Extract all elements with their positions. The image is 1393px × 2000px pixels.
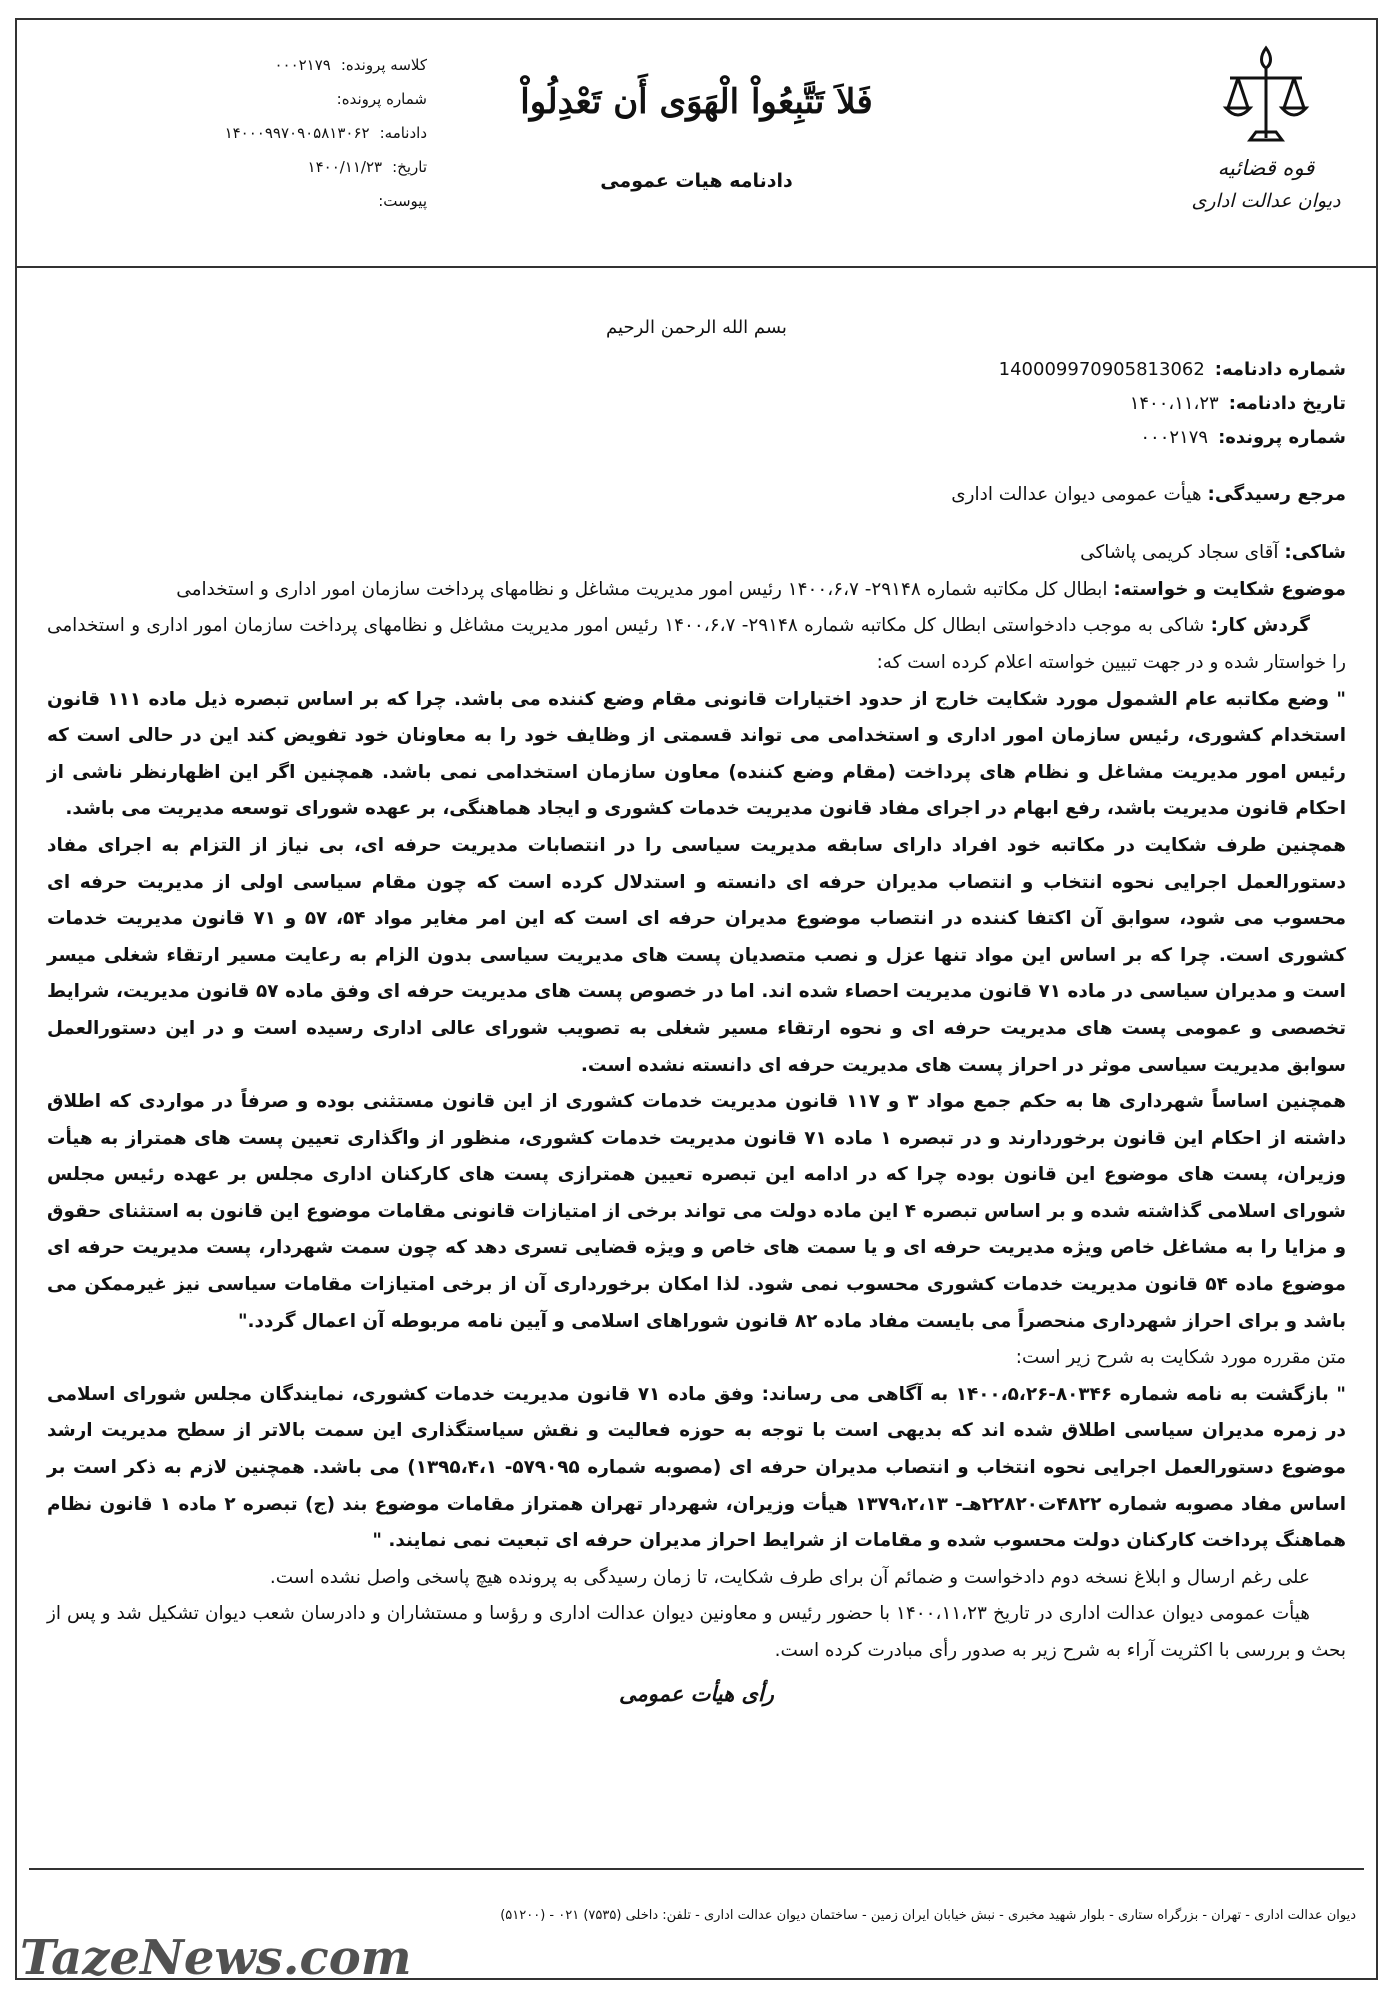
meta-label: پیوست:: [378, 192, 427, 210]
field-value: آقای سجاد کریمی پاشاکی: [1080, 542, 1279, 564]
fact-value: ۱۴۰۰،۱۱،۲۳: [1129, 392, 1219, 414]
footer-divider: [29, 1868, 1364, 1870]
closing-paragraph: علی رغم ارسال و ابلاغ نسخه دوم دادخواست و ضمائم آن برای طرف شکایت، تا زمان رسیدگی به پرونده هیچ پاسخی واصل نشده است.: [269, 1566, 1310, 1588]
footer-address: دیوان عدالت اداری - تهران - بزرگراه ستاری - بلوار شهید مخبری - نبش خیابان ایران زمین - ساختمان دیوان عدالت اداری - تلفن: داخلی (۷۵۳۵) ۰۲۱ - (۵۱۲۰۰): [500, 1908, 1356, 1923]
meta-label: تاریخ:: [392, 158, 427, 176]
org-name-judiciary: قوه قضائیه: [1217, 156, 1315, 180]
meta-label: شماره پرونده:: [336, 90, 427, 108]
quran-verse: فَلاَ تَتَّبِعُواْ الْهَوَى أَن تَعْدِلُواْ: [520, 82, 873, 122]
complaint-paragraph: همچنین طرف شکایت در مکاتبه خود افراد دارای سابقه مدیریت سیاسی را در انتصابات مدیریت حرفه ای، بی نیاز از التزام به اجرای مفاد دستورالعمل اجرایی نحوه انتخاب و انتصاب مدیران حرفه ای دانسته و استدلال کرده است که چون مقام سیاسی اولی از مدیریت حرفه ای محسوب می شود، سوابق آن اکتفا کننده در انتصاب موضوع مدیران حرفه ای است که این امر مغایر مواد ۵۴، ۵۷ و ۷۱ قانون مدیریت خدمات کشوری است. چرا که بر اساس این مواد تنها عزل و نصب متصدیان پست های مدیریت سیاسی بدون الزام به رعایت مسیر ارتقاء شغلی میسر است و مدیران سیاسی در ماده ۷۱ قانون مدیریت احصاء شده اند. اما در خصوص پست های مدیریت حرفه ای وفق ماده ۵۷ قانون مدیریت، شرایط تخصصی و عمومی پست های مدیریت حرفه ای و نحوه ارتقاء مسیر شغلی به تصویب شورای عالی اداری رسیده است و در این دستورالعمل سوابق مدیریت سیاسی موثر در احراز پست های مدیریت حرفه ای دانسته نشده است.: [47, 834, 1346, 1076]
field-label: موضوع شکایت و خواسته:: [1113, 578, 1346, 600]
fact-verdict-number: [47, 353, 1346, 387]
field-value: شاکی به موجب دادخواستی ابطال کل مکاتبه شماره ۲۹۱۴۸- ۱۴۰۰،۶،۷ رئیس امور مدیریت مشاغل و نظامهای پرداخت سازمان امور اداری و استخدامی را خواستار شده و در جهت تبیین خواسته اعلام کرده است که:: [47, 615, 1346, 673]
fact-value: ۰۰۰۲۱۷۹: [1140, 426, 1209, 448]
field-complainant: [47, 535, 1346, 572]
org-name-court: دیوان عدالت اداری: [1191, 190, 1341, 212]
verdict-title: رأی هیأت عمومی: [619, 1680, 774, 1706]
basmala: بسم الله الرحمن الرحیم: [606, 317, 787, 338]
fact-label: شماره دادنامه:: [1214, 358, 1346, 380]
fact-case-number: [47, 421, 1346, 455]
meta-row-case-number: [167, 82, 427, 116]
complaint-paragraph: همچنین اساساً شهرداری ها به حکم جمع مواد ۳ و ۱۱۷ قانون مدیریت خدمات کشوری از این قانون مستثنی بوده و صرفاً در مواردی که اطلاق داشته از احکام این قانون برخوردارند و در تبصره ۱ ماده ۷۱ قانون مدیریت خدمات کشوری، منظور از واگذاری تعیین پست های همتراز به هیأت وزیران، پست های موضوع این قانون بوده چرا که در ادامه این تبصره تعیین همترازی پست های کارکنان اداری مجلس بر عهده رئیس مجلس شورای اسلامی گذاشته شده و بر اساس تبصره ۴ این ماده دولت می تواند برخی از امتیازات قانونی مقامات موضوع این قانون به استثنای حقوق و مزایا را به مشاغل خاص ویژه مدیریت حرفه ای و یا سمت های خاص و ویژه قضایی تسری دهد که چون سمت شهردار، پست مدیریت حرفه ای موضوع ماده ۵۴ قانون مدیریت خدمات کشوری محسوب نمی شود. لذا امکان برخورداری آن از برخی امتیازات مقامات سیاسی نیز غیرممکن می باشد و برای احراز شهرداری منحصراً می بایست مفاد ماده ۸۲ قانون شوراهای اسلامی و آیین نامه مربوطه آن اعمال گردد.": [47, 1091, 1347, 1332]
closing-paragraph: هیأت عمومی دیوان عدالت اداری در تاریخ ۱۴۰۰،۱۱،۲۳ با حضور رئیس و معاونین دیوان عدالت اداری و رؤسا و مستشاران و دادرسان شعب دیوان تشکیل شد و پس از بحث و بررسی با اکثریت آراء به شرح زیر به صدور رأی مبادرت کرده است.: [47, 1603, 1346, 1661]
field-subject: [47, 572, 1346, 609]
meta-label: کلاسه پرونده:: [340, 56, 427, 74]
document-type: دادنامه هیات عمومی: [600, 170, 793, 192]
fact-verdict-date: [47, 387, 1346, 421]
field-authority: [47, 477, 1346, 514]
meta-row-date: [167, 150, 427, 184]
field-label: شاکی:: [1284, 542, 1346, 564]
fact-label: شماره پرونده:: [1218, 426, 1346, 448]
meta-label: دادنامه:: [379, 124, 427, 142]
meta-value: ۱۴۰۰۰۹۹۷۰۹۰۵۸۱۳۰۶۲: [224, 124, 370, 142]
meta-row-verdict-number: [167, 116, 427, 150]
field-label: مرجع رسیدگی:: [1207, 483, 1346, 505]
document-frame: [15, 18, 1378, 1980]
letterhead: [17, 20, 1376, 268]
meta-row-case-class: [167, 48, 427, 82]
field-value: ابطال کل مکاتبه شماره ۲۹۱۴۸- ۱۴۰۰،۶،۷ رئیس امور مدیریت مشاغل و نظامهای پرداخت سازمان امور اداری و استخدامی: [176, 578, 1108, 600]
fact-value: 140009970905813062: [998, 358, 1205, 380]
judiciary-emblem: [1186, 42, 1346, 247]
site-watermark: TazeNews.com: [20, 1930, 412, 1986]
field-process: [47, 608, 1346, 681]
meta-value: ۱۴۰۰/۱۱/۲۳: [307, 158, 383, 176]
regulation-text: " بازگشت به نامه شماره ۸۰۳۴۶-۱۴۰۰،۵،۲۶ به آگاهی می رساند: وفق ماده ۷۱ قانون مدیریت خدمات کشوری، نمایندگان مجلس شورای اسلامی در زمره مدیران سیاسی اطلاق شده اند که بدیهی است با توجه به حوزه فعالیت و نقش سیاستگذاری این سمت بالاتر از سطح مدیریت ارشد موضوع دستورالعمل اجرایی نحوه انتخاب و انتصاب مدیران حرفه ای (مصوبه شماره ۵۷۹۰۹۵- ۱۳۹۵،۴،۱) می باشد. همچنین لازم به ذکر است بر اساس مفاد مصوبه شماره ۴۸۲۲ت۲۲۸۲۰هـ- ۱۳۷۹،۲،۱۳ هیأت وزیران، شهردار تهران همتراز مقامات موضوع بند (ج) تبصره ۲ ماده ۱ قانون نظام هماهنگ پرداخت کارکنان دولت محسوب شده و مقامات از شرایط احراز مدیران حرفه ای تبعیت نمی نمایند. ": [47, 1383, 1346, 1552]
field-label: گردش کار:: [1210, 615, 1310, 637]
regulation-intro: متن مقرره مورد شکایت به شرح زیر است:: [1015, 1347, 1346, 1369]
field-value: هیأت عمومی دیوان عدالت اداری: [951, 483, 1202, 505]
case-metadata: [167, 48, 427, 218]
document-body: [47, 310, 1346, 1712]
meta-row-attachment: [167, 184, 427, 218]
complaint-paragraph: " وضع مکاتبه عام الشمول مورد شکایت خارج از حدود اختیارات قانونی مقام وضع کننده می باشد. چرا که بر اساس تبصره ذیل ماده ۱۱۱ قانون استخدام کشوری، رئیس سازمان امور اداری و استخدامی می تواند قسمتی از وظایف خود را به معاونان خود تفویض کند این در حالی است که رئیس امور مدیریت مشاغل و نظام های پرداخت (مقام وضع کننده) معاون سازمان استخدامی نمی باشد. همچنین اگر این اظهارنظر ناشی از احکام قانون مدیریت باشد، رفع ابهام در اجرای مفاد قانون مدیریت خدمات کشوری و ایجاد هماهنگی، بر عهده شورای توسعه مدیریت می باشد.: [47, 688, 1346, 820]
meta-value: ۰۰۰۲۱۷۹: [274, 56, 331, 74]
fact-label: تاریخ دادنامه:: [1228, 392, 1346, 414]
